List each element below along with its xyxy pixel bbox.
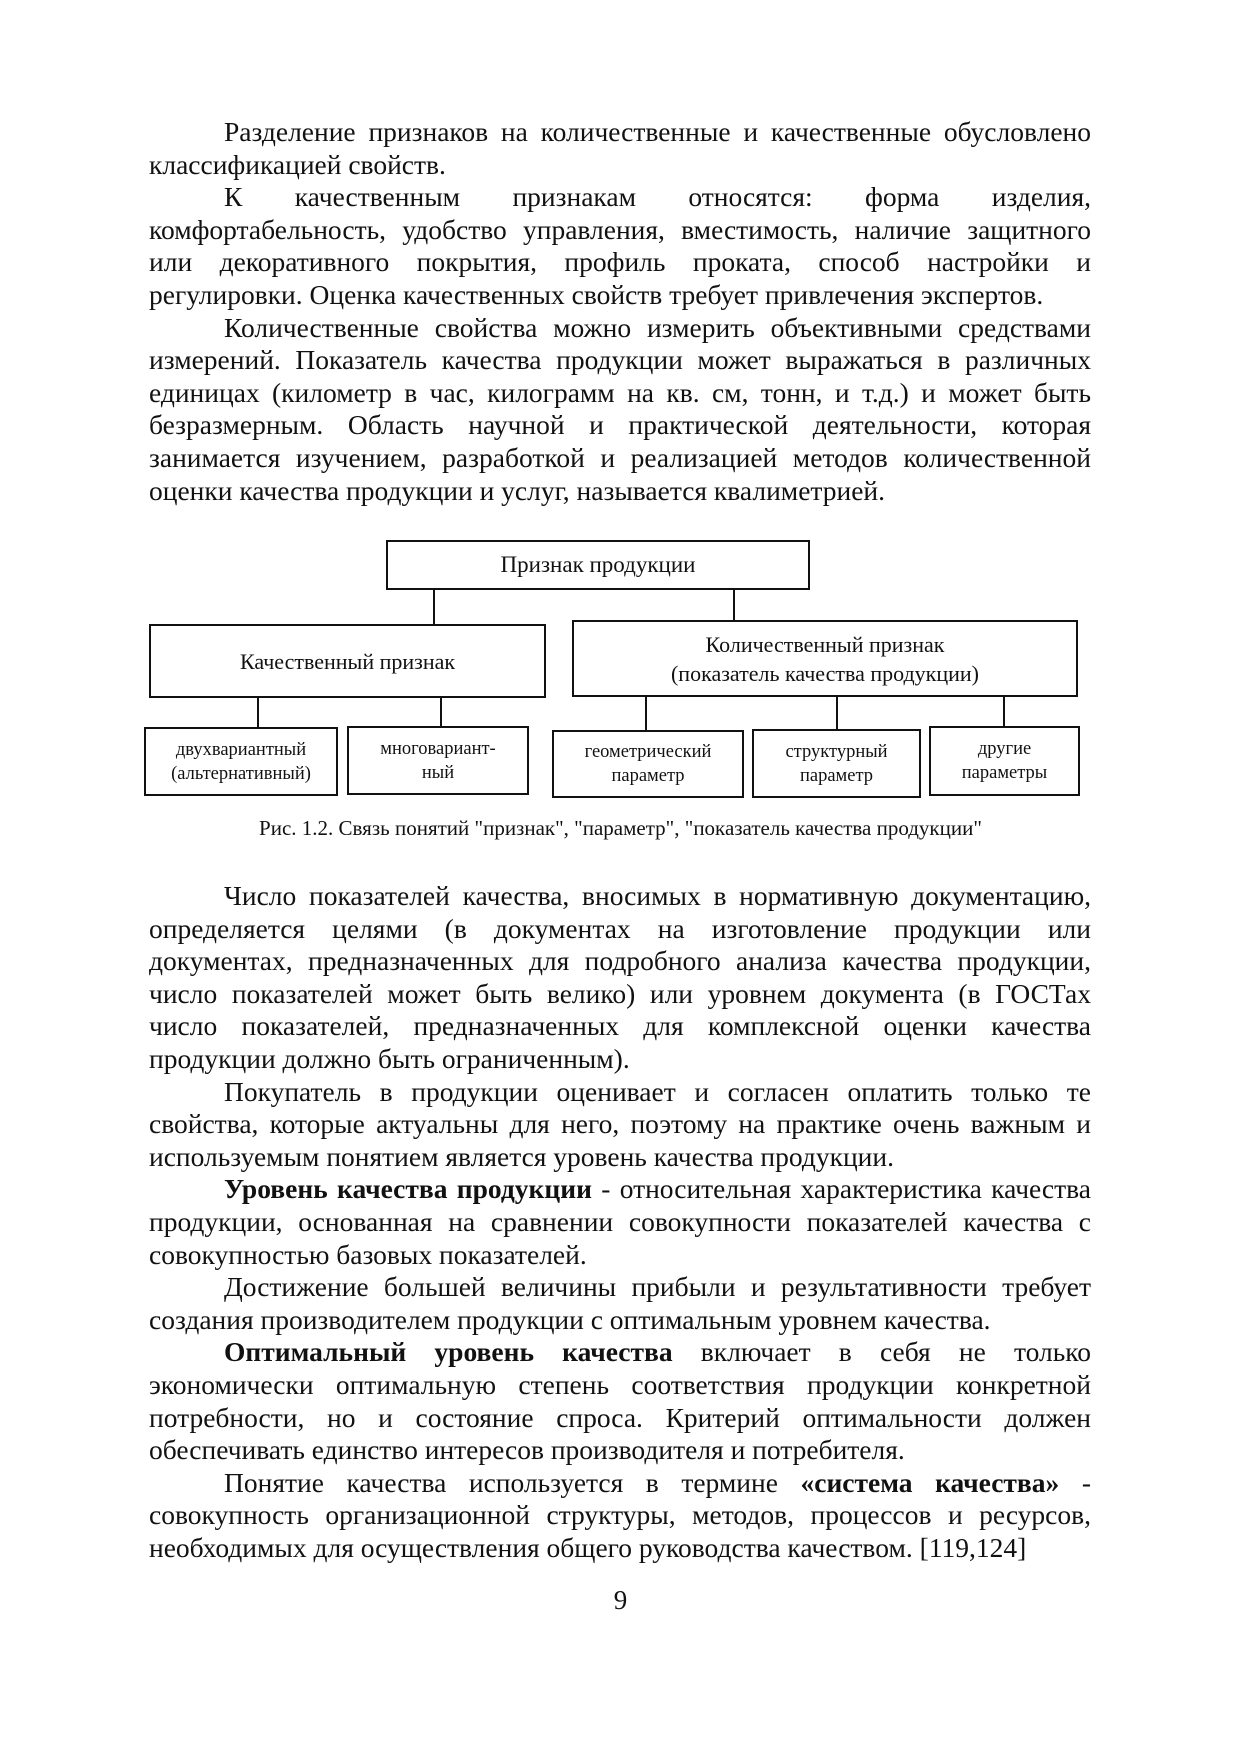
text-span: Понятие качества используется в термине (224, 1466, 801, 1498)
structural-line1: структурный (785, 741, 888, 762)
paragraph: Достижение большей величины прибыли и результативности требует создания производителем продукции с оптимальным уровнем качества. (149, 1271, 1091, 1335)
quantitative-label-line2: (показатель качества продукции) (670, 660, 980, 686)
connector-line (440, 698, 442, 727)
multi-variant-line1: многовариант- (380, 738, 496, 759)
diagram-root-label: Признак продукции (500, 552, 696, 577)
connector-line (257, 698, 259, 728)
geometric-line2: параметр (611, 766, 685, 786)
connector-line (645, 697, 647, 731)
multi-variant-line2: ный (421, 762, 455, 783)
other-line2: параметры (961, 763, 1048, 783)
two-variant-line2: (альтернативный) (171, 763, 311, 784)
connector-line (836, 697, 838, 730)
term-bold: «система качества» (800, 1466, 1060, 1498)
paragraph: Количественные свойства можно измерить объективными средствами измерений. Показатель качества продукции может выражаться в различных единицах (километр в час, килограмм на кв. см, тонн, и т.д.) и может быть безразмерным. Область научной и практической деятельности, которая занимается изучением, разработкой и реализацией методов количественной оценки качества продукции и услуг, называется квалиметрией. (149, 311, 1091, 506)
diagram-root-box (386, 540, 810, 590)
quantitative-box (572, 620, 1078, 697)
structural-parameter-box (752, 729, 921, 798)
qualitative-box (149, 624, 546, 698)
paragraph: Разделение признаков на количественные и качественные обусловлено классификацией свойств. (149, 116, 1091, 180)
term-bold: Оптимальный уровень качества (224, 1336, 673, 1368)
paragraph (149, 1336, 1091, 1466)
paragraph (149, 1467, 1091, 1565)
definition-text: - относительная характеристика качества продукции, основанная на сравнении совокупности показателей качества с совокупностью базовых показателей. (149, 1173, 1091, 1270)
quantitative-label-line1: Количественный признак (705, 631, 945, 657)
geometric-parameter-box (552, 730, 744, 798)
qualitative-label: Качественный признак (239, 648, 456, 674)
connector-line (1003, 697, 1005, 727)
multi-variant-box (347, 726, 529, 795)
other-parameters-box (929, 726, 1080, 796)
body-text-bottom (149, 880, 1091, 1564)
paragraph: К качественным признакам относятся: форма изделия, комфортабельность, удобство управления, вместимость, наличие защитного или декоративного покрытия, профиль проката, способ настройки и регулировки. Оценка качественных свойств требует привлечения экспертов. (149, 181, 1091, 310)
term-bold: Уровень качества продукции (224, 1173, 592, 1205)
two-variant-box (144, 727, 338, 796)
other-line1: другие (977, 739, 1032, 759)
paragraph: Покупатель в продукции оценивает и согласен оплатить только те свойства, которые актуальны для него, поэтому на практике очень важным и используемым понятием является уровень качества продукции. (149, 1075, 1091, 1172)
paragraph (149, 1173, 1091, 1271)
paragraph: Число показателей качества, вносимых в нормативную документацию, определяется целями (в документах на изготовление продукции или документах, предназначенных для подробного анализа качества продукции, число показателей может быть велико) или уровнем документа (в ГОСТах число показателей, предназначенных для комплексной оценки качества продукции должно быть ограниченным). (149, 880, 1091, 1074)
figure-caption: Рис. 1.2. Связь понятий "признак", "параметр", "показатель качества продукции" (259, 816, 982, 840)
connector-line (433, 590, 435, 625)
two-variant-line1: двухвариантный (175, 739, 307, 760)
definition-text: - совокупность организационной структуры, методов, процессов и ресурсов, необходимых для осуществления общего руководства качеством. [119,124] (149, 1466, 1091, 1563)
page-number: 9 (613, 1585, 628, 1615)
structural-line2: параметр (799, 765, 874, 786)
body-text-top (149, 116, 1091, 507)
definition-text: включает в себя не только экономически оптимальную степень соответствия продукции конкретной потребности, но и состояние спроса. Критерий оптимальности должен обеспечивать единство интересов производителя и потребителя. (149, 1336, 1091, 1466)
connector-line (733, 590, 735, 621)
geometric-line1: геометрический (584, 742, 712, 762)
